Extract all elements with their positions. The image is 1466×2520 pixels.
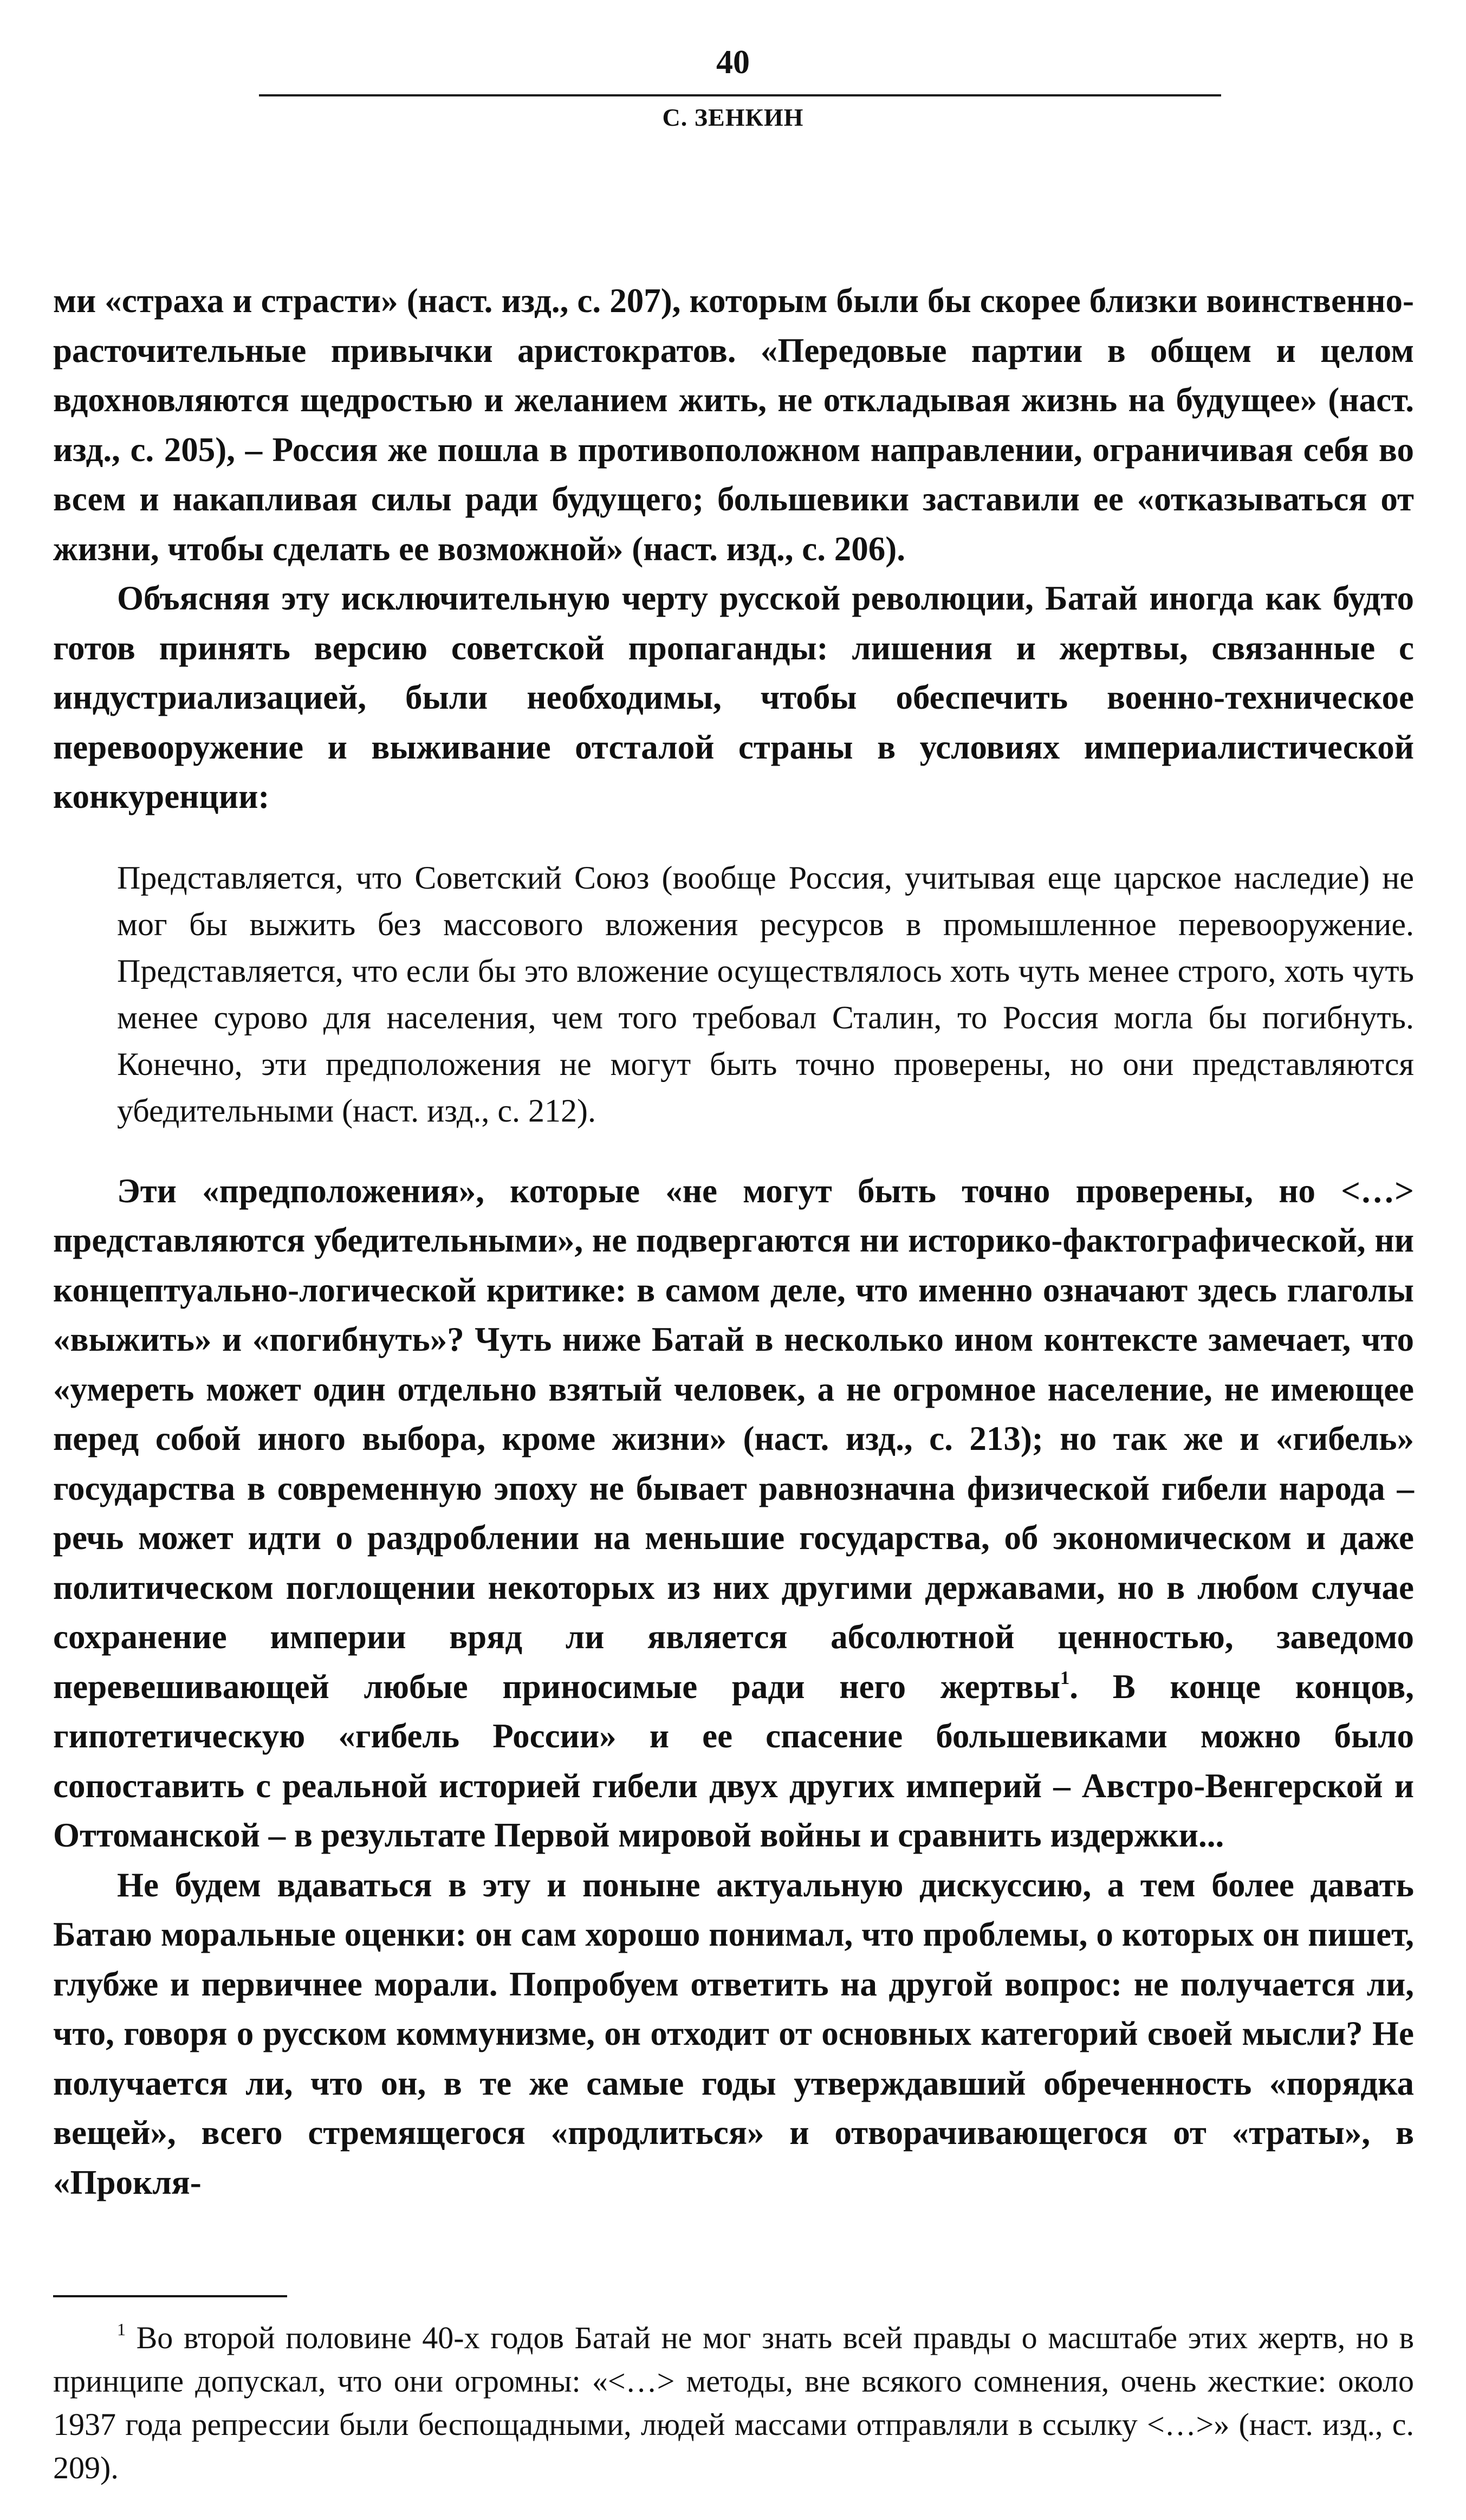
- footnote: [53, 2316, 1414, 2490]
- header-rule: [259, 94, 1221, 96]
- page-number: 40: [716, 44, 750, 81]
- footnote-text: Во второй половине 40-х годов Батай не мог знать всей правды о масштабе этих жертв, но в принципе допускал, что они огромны: «<…> методы, вне всякого сомнения, очень жесткие: около 1937 года репрессии были беспощадными, людей массами отправляли в ссылку <…>» (наст. изд., с. 209).: [53, 2320, 1414, 2485]
- paragraph-3-part-1: Эти «предположения», которые «не могут быть точно проверены, но <…> представляются убедительными», не подвергаются ни историко-фактографической, ни концептуально-логической критике: в самом деле, что именно означают здесь глаголы «выжить» и «погибнуть»? Чуть ниже Батай в несколько ином контексте замечает, что «умереть может один отдельно взятый человек, а не огромное население, не имеющее перед собой иного выбора, кроме жизни» (наст. изд., с. 213); но так же и «гибель» государства в современную эпоху не бывает равнозначна физической гибели народа – речь может идти о раздроблении на меньшие государства, об экономическом и даже политическом поглощении некоторых из них другими державами, но в любом случае сохранение империи вряд ли является абсолютной ценностью, заведомо перевешивающей любые приносимые ради него жертвы: [53, 1171, 1414, 1706]
- main-text: [53, 276, 1414, 2207]
- footnote-reference: 1: [1060, 1667, 1070, 1688]
- running-head: С. ЗЕНКИН: [662, 103, 804, 131]
- block-quote: Представляется, что Советский Союз (вообще Россия, учитывая еще царское наследие) не мог бы выжить без массового вложения ресурсов в промышленное перевооружение. Представляется, что если бы это вложение осуществлялось хоть чуть менее строго, хоть чуть менее сурово для населения, чем того требовал Сталин, то Россия могла бы погибнуть. Конечно, эти предположения не могут быть точно проверены, но они представляются убедительными (наст. изд., с. 212).: [117, 859, 1414, 1129]
- paragraph-4: Не будем вдаваться в эту и поныне актуальную дискуссию, а тем более давать Батаю моральные оценки: он сам хорошо понимал, что проблемы, о которых он пишет, глубже и первичнее морали. Попробуем ответить на другой вопрос: не получается ли, что, говоря о русском коммунизме, он отходит от основных категорий своей мысли? Не получается ли, что он, в те же самые годы утверждавший обреченность «порядка вещей», всего стремящегося «продлиться» и отворачивающегося от «траты», в «Прокля-: [53, 1865, 1414, 2201]
- paragraph-1: ми «страха и страсти» (наст. изд., с. 207), которым были бы скорее близки воинственно-расточительные привычки аристократов. «Передовые партии в общем и целом вдохновляются щедростью и желанием жить, не откладывая жизнь на будущее» (наст. изд., с. 205), – Россия же пошла в противоположном направлении, ограничивая себя во всем и накапливая силы ради будущего; большевики заставили ее «отказываться от жизни, чтобы сделать ее возможной» (наст. изд., с. 206).: [53, 282, 1414, 568]
- paragraph-3-part-2: . В конце концов, гипотетическую «гибель России» и ее спасение большевиками можно было сопоставить с реальной историей гибели двух других империй – Австро-Венгерской и Оттоманской – в результате Первой мировой войны и сравнить издержки...: [53, 1667, 1414, 1854]
- paragraph-3: [53, 1167, 1414, 1861]
- paragraph-2: Объясняя эту исключительную черту русской революции, Батай иногда как будто готов принять версию советской пропаганды: лишения и жертвы, связанные с индустриализацией, были необходимы, чтобы обеспечить военно-техническое перевооружение и выживание отсталой страны в условиях империалистической конкуренции:: [53, 579, 1414, 815]
- footnote-rule: [53, 2295, 287, 2297]
- footnote-number: 1: [117, 2320, 126, 2340]
